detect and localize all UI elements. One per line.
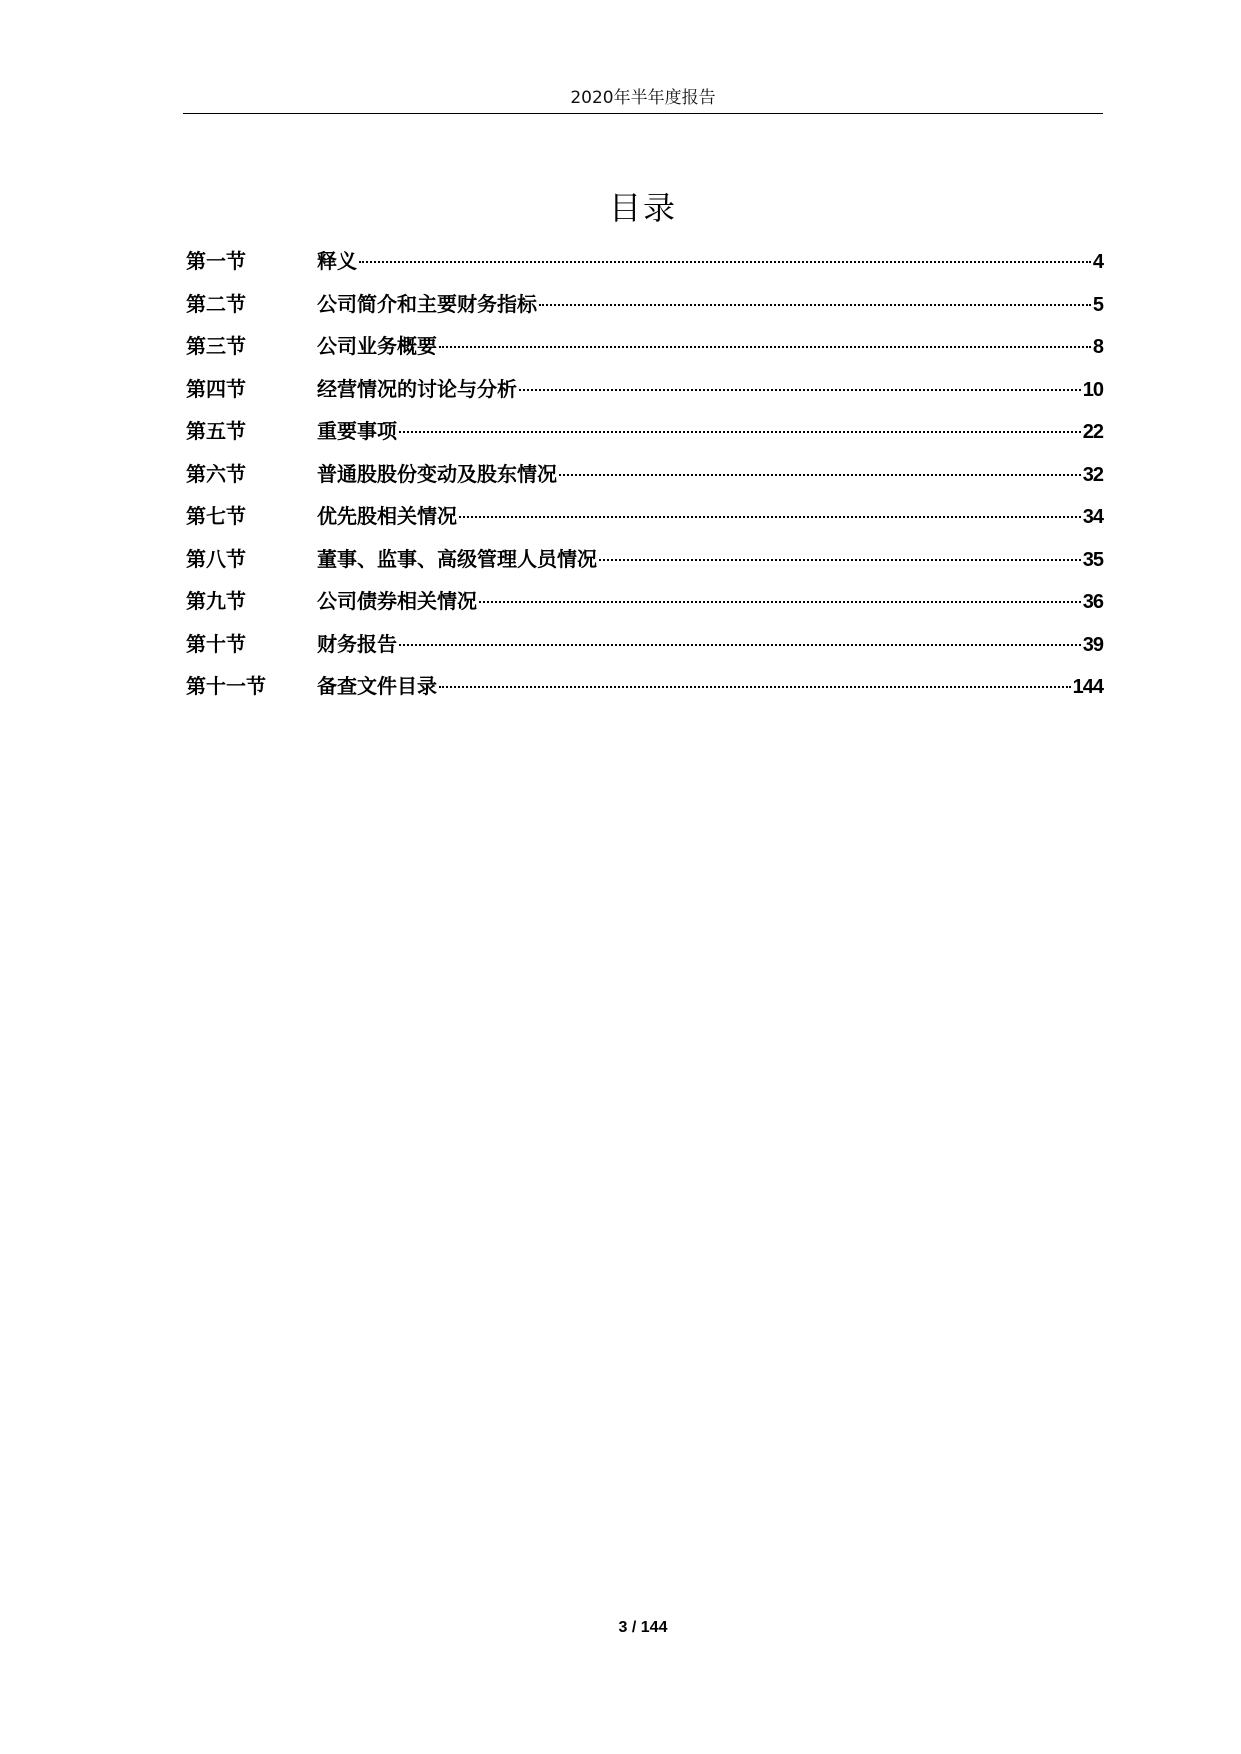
toc-section-number: 第六节	[186, 461, 246, 486]
toc-entry[interactable]	[186, 416, 1103, 459]
toc-entry[interactable]	[186, 544, 1103, 587]
toc-page-number[interactable]: 8	[1092, 336, 1103, 358]
toc-entry[interactable]	[186, 374, 1103, 417]
page-footer-indicator: 3 / 144	[618, 1619, 668, 1636]
toc-section-title[interactable]: 普通股股份变动及股东情况	[317, 461, 557, 486]
page-header: 2020年半年度报告	[570, 88, 716, 108]
toc-section-number: 第八节	[186, 546, 246, 571]
toc-section-title[interactable]: 经营情况的讨论与分析	[317, 376, 517, 401]
toc-section-number: 第三节	[186, 334, 246, 358]
toc-entry[interactable]	[186, 459, 1103, 502]
toc-title: 目录	[608, 189, 677, 227]
toc-entry[interactable]	[186, 289, 1103, 332]
toc-section-title[interactable]: 公司简介和主要财务指标	[317, 291, 537, 316]
toc-entry[interactable]	[186, 246, 1103, 289]
toc-list	[186, 246, 1103, 714]
toc-section-title[interactable]: 优先股相关情况	[317, 504, 457, 528]
toc-leader-dots	[439, 686, 1071, 688]
toc-page-number[interactable]: 36	[1082, 591, 1103, 613]
toc-section-title[interactable]: 财务报告	[317, 631, 397, 656]
toc-section-number: 第十一节	[186, 674, 266, 698]
toc-leader-dots	[559, 474, 1081, 476]
header-divider	[183, 113, 1103, 114]
toc-leader-dots	[399, 644, 1081, 646]
toc-page-number[interactable]: 22	[1082, 421, 1103, 443]
toc-section-title[interactable]: 董事、监事、高级管理人员情况	[317, 546, 597, 571]
toc-page-number[interactable]: 34	[1082, 506, 1103, 528]
toc-leader-dots	[519, 389, 1081, 391]
toc-leader-dots	[539, 304, 1091, 306]
toc-section-title[interactable]: 备查文件目录	[317, 674, 437, 698]
toc-section-title[interactable]: 释义	[317, 249, 357, 273]
toc-entry[interactable]	[186, 501, 1103, 544]
toc-section-title[interactable]: 重要事项	[317, 419, 397, 443]
toc-leader-dots	[439, 346, 1091, 348]
toc-leader-dots	[459, 516, 1081, 518]
toc-section-number: 第十节	[186, 631, 246, 656]
toc-section-number: 第五节	[186, 419, 246, 443]
toc-leader-dots	[599, 559, 1081, 561]
toc-page-number[interactable]: 10	[1082, 378, 1103, 401]
toc-page-number[interactable]: 39	[1082, 633, 1103, 656]
toc-entry[interactable]	[186, 586, 1103, 629]
toc-section-title[interactable]: 公司业务概要	[317, 334, 437, 358]
toc-section-number: 第四节	[186, 376, 246, 401]
toc-section-number: 第七节	[186, 504, 246, 528]
toc-section-title[interactable]: 公司债券相关情况	[317, 589, 477, 613]
toc-leader-dots	[399, 431, 1081, 433]
toc-page-number[interactable]: 144	[1072, 676, 1103, 698]
toc-page-number[interactable]: 32	[1082, 463, 1103, 486]
toc-leader-dots	[359, 261, 1091, 263]
toc-entry[interactable]	[186, 629, 1103, 672]
toc-leader-dots	[479, 601, 1081, 603]
toc-page-number[interactable]: 5	[1092, 293, 1103, 316]
toc-section-number: 第二节	[186, 291, 246, 316]
toc-page-number[interactable]: 35	[1082, 548, 1103, 571]
toc-page-number[interactable]: 4	[1092, 251, 1103, 273]
toc-section-number: 第一节	[186, 249, 246, 273]
toc-entry[interactable]	[186, 331, 1103, 374]
toc-section-number: 第九节	[186, 589, 246, 613]
toc-entry[interactable]	[186, 671, 1103, 714]
